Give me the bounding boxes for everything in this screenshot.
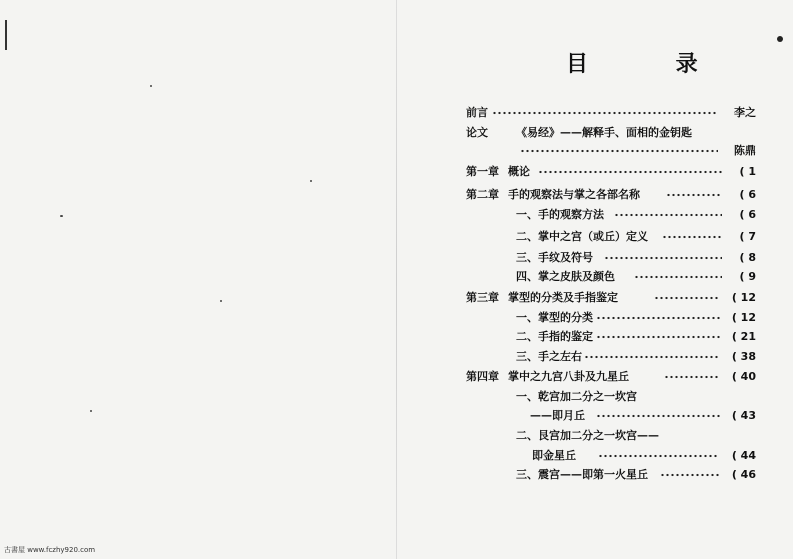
toc-page: 李之 xyxy=(734,106,756,119)
toc-row[interactable] xyxy=(466,368,756,386)
scan-edge-mark xyxy=(5,20,7,50)
toc-row[interactable] xyxy=(466,328,756,346)
toc-chapter: 论文 xyxy=(466,126,488,139)
toc-leader-dots xyxy=(614,213,722,217)
toc-leader-dots xyxy=(666,193,722,197)
toc-row[interactable] xyxy=(466,124,756,142)
toc-page: ( 38 xyxy=(731,350,756,363)
toc-row[interactable] xyxy=(466,268,756,286)
toc-row[interactable] xyxy=(466,104,756,122)
toc-title: 一、手的观察方法 xyxy=(516,208,604,221)
toc-page: ( 12 xyxy=(731,291,756,304)
toc-page: ( 6 xyxy=(739,208,756,221)
page-gutter xyxy=(396,0,397,559)
toc-chapter: 第一章 xyxy=(466,165,499,178)
toc-page: ( 6 xyxy=(739,188,756,201)
toc-page: ( 40 xyxy=(731,370,756,383)
toc-page: ( 1 xyxy=(739,165,756,178)
toc-leader-dots xyxy=(654,296,720,300)
toc-leader-dots xyxy=(538,170,724,174)
toc-title: 二、手指的鉴定 xyxy=(516,330,593,343)
scan-speck xyxy=(220,300,222,302)
toc-page: ( 8 xyxy=(739,251,756,264)
toc-page: ( 21 xyxy=(731,330,756,343)
page-title: 目 录 xyxy=(566,51,738,77)
toc-title: 三、手之左右 xyxy=(516,350,582,363)
toc-row[interactable] xyxy=(466,163,756,181)
toc-leader-dots xyxy=(520,149,718,153)
toc-row[interactable] xyxy=(466,407,756,425)
toc-page: ( 46 xyxy=(731,468,756,481)
toc-leader-dots xyxy=(596,414,720,418)
toc-title: 手的观察法与掌之各部名称 xyxy=(508,188,640,201)
toc-title: 四、掌之皮肤及颜色 xyxy=(516,270,615,283)
scan-speck xyxy=(60,215,63,217)
toc-row[interactable] xyxy=(466,142,756,160)
toc-leader-dots xyxy=(596,316,720,320)
toc-title: 三、手纹及符号 xyxy=(516,251,593,264)
toc-title: 一、乾宫加二分之一坎宫 xyxy=(516,390,637,403)
toc-page: ( 9 xyxy=(739,270,756,283)
toc-title: 《易经》——解释手、面相的金钥匙 xyxy=(516,126,692,139)
toc-row[interactable] xyxy=(466,249,756,267)
toc-chapter: 第二章 xyxy=(466,188,499,201)
toc-title: 概论 xyxy=(508,165,530,178)
toc-title: 三、震宫——即第一火星丘 xyxy=(516,468,648,481)
toc-leader-dots xyxy=(584,355,720,359)
toc-leader-dots xyxy=(604,256,722,260)
scan-dot xyxy=(777,36,783,42)
toc-leader-dots xyxy=(660,473,720,477)
toc-title: ——即月丘 xyxy=(530,409,585,422)
scan-speck xyxy=(310,180,312,182)
toc-leader-dots xyxy=(662,235,722,239)
toc-title: 一、掌型的分类 xyxy=(516,311,593,324)
toc-leader-dots xyxy=(634,275,722,279)
toc-page: ( 7 xyxy=(739,230,756,243)
toc-page: ( 44 xyxy=(731,449,756,462)
scan-speck xyxy=(90,410,92,412)
toc-chapter: 前言 xyxy=(466,106,488,119)
toc-page: ( 12 xyxy=(731,311,756,324)
toc-leader-dots xyxy=(596,335,720,339)
toc-row[interactable] xyxy=(466,447,756,465)
toc-row[interactable] xyxy=(466,309,756,327)
toc-title: 掌中之九宫八卦及九星丘 xyxy=(508,370,629,383)
toc-row[interactable] xyxy=(466,466,756,484)
toc-row[interactable] xyxy=(466,186,756,204)
toc-row[interactable] xyxy=(466,348,756,366)
toc-leader-dots xyxy=(664,375,720,379)
toc-row[interactable] xyxy=(466,206,756,224)
toc-title: 二、艮宫加二分之一坎宫—— xyxy=(516,429,659,442)
toc-chapter: 第三章 xyxy=(466,291,499,304)
toc-leader-dots xyxy=(598,454,718,458)
toc-page: 陈鼎 xyxy=(734,144,756,157)
scan-speck xyxy=(150,85,152,87)
toc-title: 即金星丘 xyxy=(532,449,576,462)
toc-row[interactable] xyxy=(466,427,756,445)
toc-page: ( 43 xyxy=(731,409,756,422)
toc-title: 二、掌中之宫（或丘）定义 xyxy=(516,230,648,243)
watermark: 古書屋 www.fczhy920.com xyxy=(4,546,96,554)
toc-leader-dots xyxy=(492,111,718,115)
toc-row[interactable] xyxy=(466,228,756,246)
toc-chapter: 第四章 xyxy=(466,370,499,383)
toc-title: 掌型的分类及手指鉴定 xyxy=(508,291,618,304)
toc-row[interactable] xyxy=(466,289,756,307)
toc-row[interactable] xyxy=(466,388,756,406)
